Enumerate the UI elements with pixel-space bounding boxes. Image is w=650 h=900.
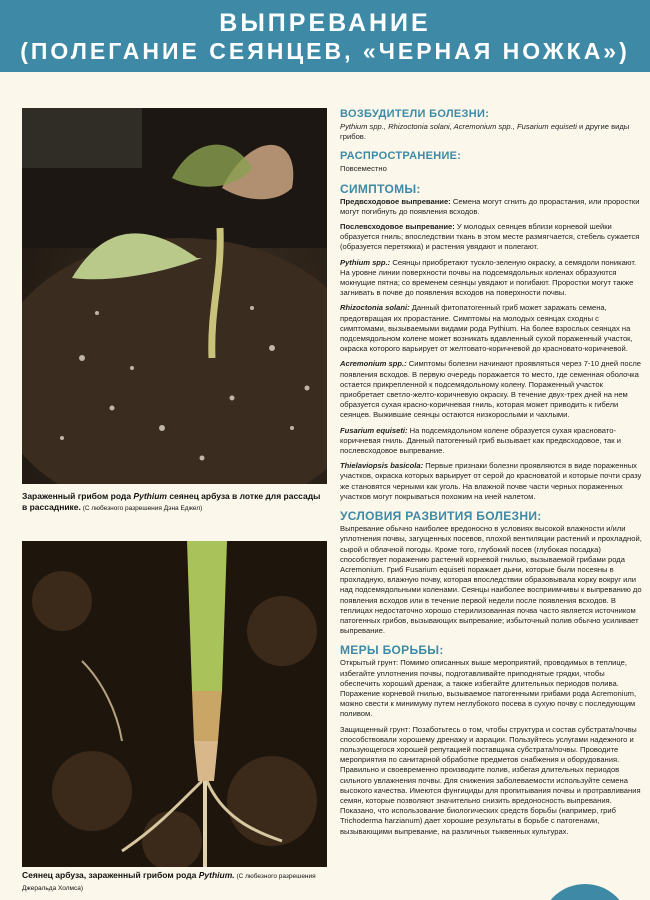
photo-caption-1: Зараженный грибом рода Pythium сеянец арбуза в лотке для рассады в рассаднике. (С любезного разрешения Дэна Еджел)	[22, 491, 321, 512]
symptom-thielaviopsis: Thielaviopsis basicola: Первые признаки болезни проявляются в виде пораженных участков, окраска которых варьирует от серой до красноватой и которые почти сразу же становятся черными как уголь. На влажной почве части черных пораженных участков могут покрываться похожим на иней налетом.	[340, 461, 642, 501]
symptom-fusarium: Fusarium equiseti: На подсемядольном колене образуется сухая красновато-коричневая гниль. Данный патогенный гриб вызывает как предвсходовое, так и послевсходовое выпревание.	[340, 425, 621, 456]
pathogens-text: Pythium spp., Rhizoctonia solani, Acremonium spp., Fusarium equiseti и другие виды грибов.	[340, 122, 630, 142]
spread-heading: РАСПРОСТРАНЕНИЕ:	[340, 150, 462, 163]
conditions-text: Выпревание обычно наиболее вредоносно в условиях высокой влажности и/или уплотнения почвы, загущенных посевов, плохой вентиляции растений и прохладной, сырой и облачной погоды. Кроме того, глубокий посев (глубокая посадка) способствует поражению растений корневой гнилью, вызываемой грибами рода Acremonium. Гриб Fusarium equiseti поражает дыни, которые были посеяны в прохладную, влажную почву, которая впоследствии образовывала корку вокруг или над подсемядольными коленами. Сеянцы наиболее восприимчивы к выпреванию до появления всходов или в течение первой недели после появления всходов. В теплицах недостаточно хорошо стерилизованная почва часто является источником патогенных грибов, вызывающих выпревание; избыточный полив обычно усиливает выпревание.	[340, 524, 642, 636]
content-column	[340, 108, 642, 837]
symptom-preemergence: Предвсходовое выпревание: Семена могут сгнить до прорастания, или проростки могут погибнуть до появления всходов.	[340, 196, 640, 216]
seedling-stem-illustration	[22, 541, 327, 867]
page-title: ВЫПРЕВАНИЕ	[219, 9, 431, 37]
control-heading: МЕРЫ БОРЬБЫ:	[340, 643, 444, 658]
pathogens-heading: ВОЗБУДИТЕЛИ БОЛЕЗНИ:	[340, 108, 490, 120]
control-open-field: Открытый грунт: Помимо описанных выше мероприятий, проводимых в теплице, избегайте уплотнения почвы, подготавливайте приподнятые грядки, чтобы обеспечить хороший дренаж, а также избегайте длительных периодов полива. Поражение корневой гнилью, вызываемое патогенными грибами рода Acremonium, можно свести к минимуму путем неглубокого посева в сухую почву с последующим поливом.	[340, 658, 637, 719]
control-greenhouse: Защищенный грунт: Позаботьтесь о том, чтобы структура и состав субстрата/почвы способствовали хорошему дренажу и аэрации. Пользуйтесь услугами надежного и пользующегося хорошей репутацией поставщика субстрата/почвы. Проводите мероприятия по санитарной обработке предметов снабжения и оборудования. Правильно и своевременно производите полив, избегая длительных периодов сильного увлажнения почвы. Для снижения заболеваемости используйте семена высокого качества. Имеются фунгициды для пропитывания почвы и протравливания семян, которые позволяют значительно снизить вредоносность выпревания. Показано, что использование биологических средств борьбы (например, гриб Trichoderma harzianum) дает хорошие результаты в борьбе с патогенами, вызывающими выпревание, на различных тыквенных культурах.	[340, 724, 641, 836]
seedling-tray-photo	[22, 108, 327, 484]
photo-caption-2: Сеянец арбуза, зараженный грибом рода Pythium. (С любезного разрешения Джеральда Холмса)	[22, 870, 316, 892]
seedling-stem-photo	[22, 541, 327, 867]
seedling-tray-illustration	[22, 108, 327, 484]
page-header	[0, 0, 650, 72]
spread-text: Повсеместно	[340, 164, 387, 174]
symptom-postemergence: Послевсходовое выпревание: У молодых сеянцев вблизи корневой шейки образуется гниль; впоследствии ткань в этом месте размягчается, стебель сужается (образуется перетяжка) и растения увядают и полегают.	[340, 222, 640, 252]
symptoms-heading: СИМПТОМЫ:	[340, 181, 421, 196]
symptom-rhizoctonia: Rhizoctonia solani: Данный фитопатогенный гриб может заражать семена, предотвращая их прорастание. Симптомы на молодых сеянцах сходны с симптомами, вызываемыми видами рода Pythium. На более взрослых сеянцах на подсемядольном колене может возникать вдавленный сухой пораженный участок, окраска которого варьирует от желтовато-коричневой до красновато-коричневой.	[340, 303, 633, 354]
symptom-acremonium: Acremonium spp.: Симптомы болезни начинают проявляться через 7-10 дней после появления всходов. В первую очередь поражается то место, где семенная оболочка остается прикрепленной к подсемядольному колену. Пораженный участок приобретает светло-желто-коричневую окраску. В течение двух-трех дней на нем образуется сухая красно-коричневая гниль, которая может приводить к гибели сеянцев. Выжившие сеянцы остаются низкорослыми и чахлыми.	[340, 359, 642, 420]
page-subtitle: (ПОЛЕГАНИЕ СЕЯНЦЕВ, «ЧЕРНАЯ НОЖКА»)	[20, 38, 630, 64]
symptom-pythium: Pythium spp.: Сеянцы приобретают тускло-зеленую окраску, а семядоли поникают. На уровне линии поверхности почвы на подсемядольных коленах образуются мокнущие пятна; со временем сеянцы увядают и погибают. Проростки могут также загнивать в почве до появления всходов на поверхности почвы.	[340, 257, 637, 298]
conditions-heading: УСЛОВИЯ РАЗВИТИЯ БОЛЕЗНИ:	[340, 509, 542, 524]
decorative-circle	[540, 884, 630, 900]
